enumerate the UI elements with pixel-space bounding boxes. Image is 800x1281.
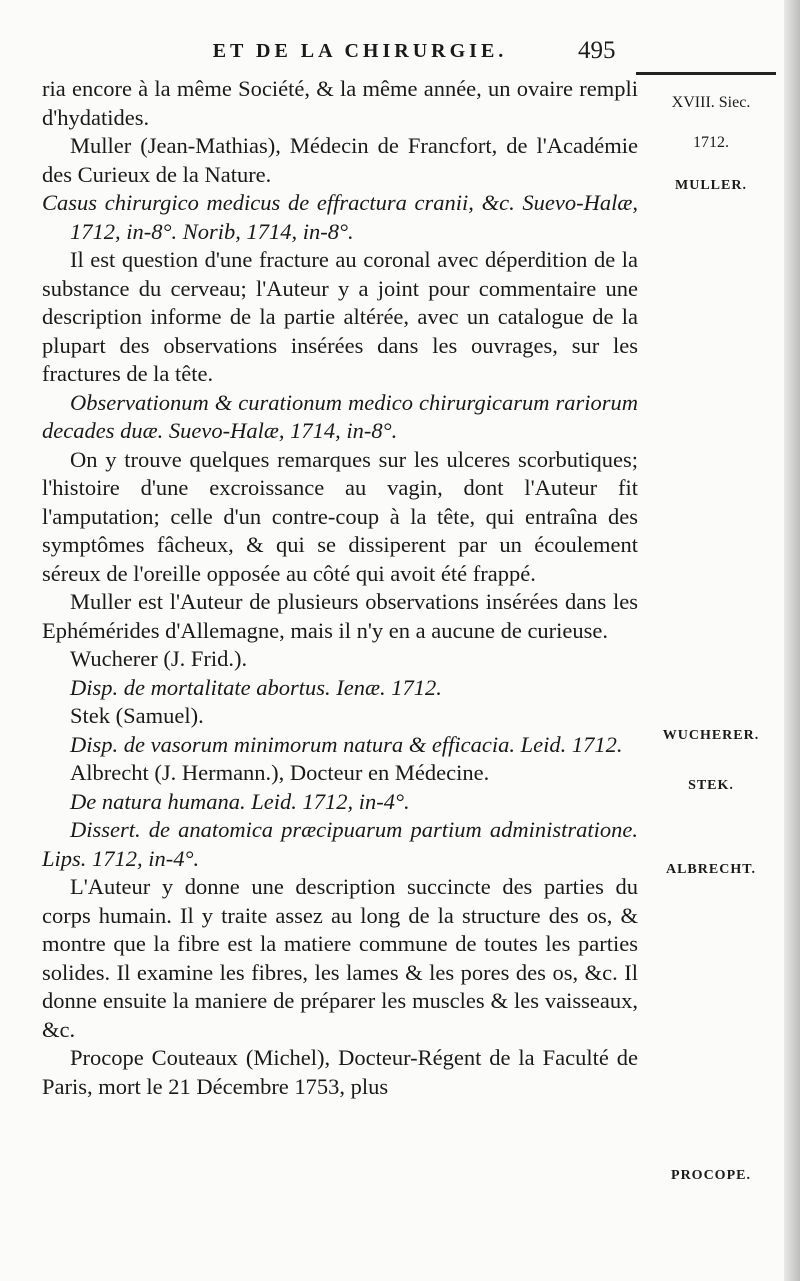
paragraph: ria encore à la même Société, & la même année, un ovaire rempli d'hydatides. bbox=[42, 76, 638, 130]
header-rule bbox=[636, 72, 776, 75]
author-entry: Albrecht (J. Hermann.), Docteur en Médecine. bbox=[70, 760, 490, 785]
author-entry: Wucherer (J. Frid.). bbox=[70, 646, 248, 671]
paragraph: L'Auteur y donne une description succincte des parties du corps humain. Il y traite assez au long de la structure des os, & montre que la fibre est la matiere commune de toutes les parties solides. Il examine les fibres, les lames & les pores des os, &c. Il donne ensuite la maniere de préparer les muscles & les vaisseaux, &c. bbox=[42, 874, 638, 1042]
author-entry: Procope Couteaux (Michel), Docteur-Régent de la Faculté de Paris, mort le 21 Décembre 1753, plus bbox=[42, 1045, 638, 1099]
work-title: Dissert. de anatomica præcipuarum partium administratione. Lips. 1712, in-4°. bbox=[42, 817, 638, 871]
paragraph: Il est question d'une fracture au coronal avec déperdition de la substance du cerveau; l'Auteur y a joint pour commentaire une description informe de la partie altérée, avec un catalogue de la plupart des observations insérées dans les ouvrages, sur les fractures de la tête. bbox=[42, 247, 638, 386]
margin-stek: STEK. bbox=[688, 778, 734, 793]
page-edge-shadow bbox=[784, 0, 800, 1281]
work-title: De natura humana. Leid. 1712, in-4°. bbox=[70, 788, 410, 814]
margin-century: XVIII. Siec. bbox=[671, 94, 751, 111]
margin-muller: MULLER. bbox=[675, 178, 747, 193]
work-title: Disp. de vasorum minimorum natura & efficacia. Leid. 1712. bbox=[70, 731, 623, 757]
author-entry: Muller (Jean-Mathias), Médecin de Francfort, de l'Académie des Curieux de la Nature. bbox=[42, 133, 638, 187]
work-title: Disp. de mortalitate abortus. Ienæ. 1712. bbox=[70, 674, 442, 700]
running-head: ET DE LA CHIRURGIE. bbox=[212, 40, 508, 62]
margin-wucherer: WUCHERER. bbox=[662, 728, 760, 743]
page-number: 495 bbox=[578, 37, 616, 64]
margin-albrecht: ALBRECHT. bbox=[665, 862, 757, 877]
paragraph: Muller est l'Auteur de plusieurs observations insérées dans les Ephémérides d'Allemagne, mais il n'y en a aucune de curieuse. bbox=[42, 589, 638, 643]
work-title: Observationum & curationum medico chirurgicarum rariorum decades duæ. Suevo-Halæ, 1714, in-8°. bbox=[42, 389, 638, 443]
margin-procope: PROCOPE. bbox=[671, 1168, 751, 1183]
author-entry: Stek (Samuel). bbox=[70, 703, 204, 728]
body-text bbox=[42, 75, 638, 1101]
work-title: Casus chirurgico medicus de effractura cranii, &c. Suevo-Halæ, 1712, in-8°. Norib, 1714, in-8°. bbox=[42, 190, 638, 244]
margin-year: 1712. bbox=[693, 134, 729, 151]
paragraph: On y trouve quelques remarques sur les ulceres scorbutiques; l'histoire d'une excroissance au vagin, dont l'Auteur fit l'amputation; celle d'un contre-coup à la tête, qui entraîna des symptômes fâcheux, & qui se dissiperent par un écoulement séreux de l'oreille opposée au côté qui avoit été frappé. bbox=[42, 446, 638, 586]
